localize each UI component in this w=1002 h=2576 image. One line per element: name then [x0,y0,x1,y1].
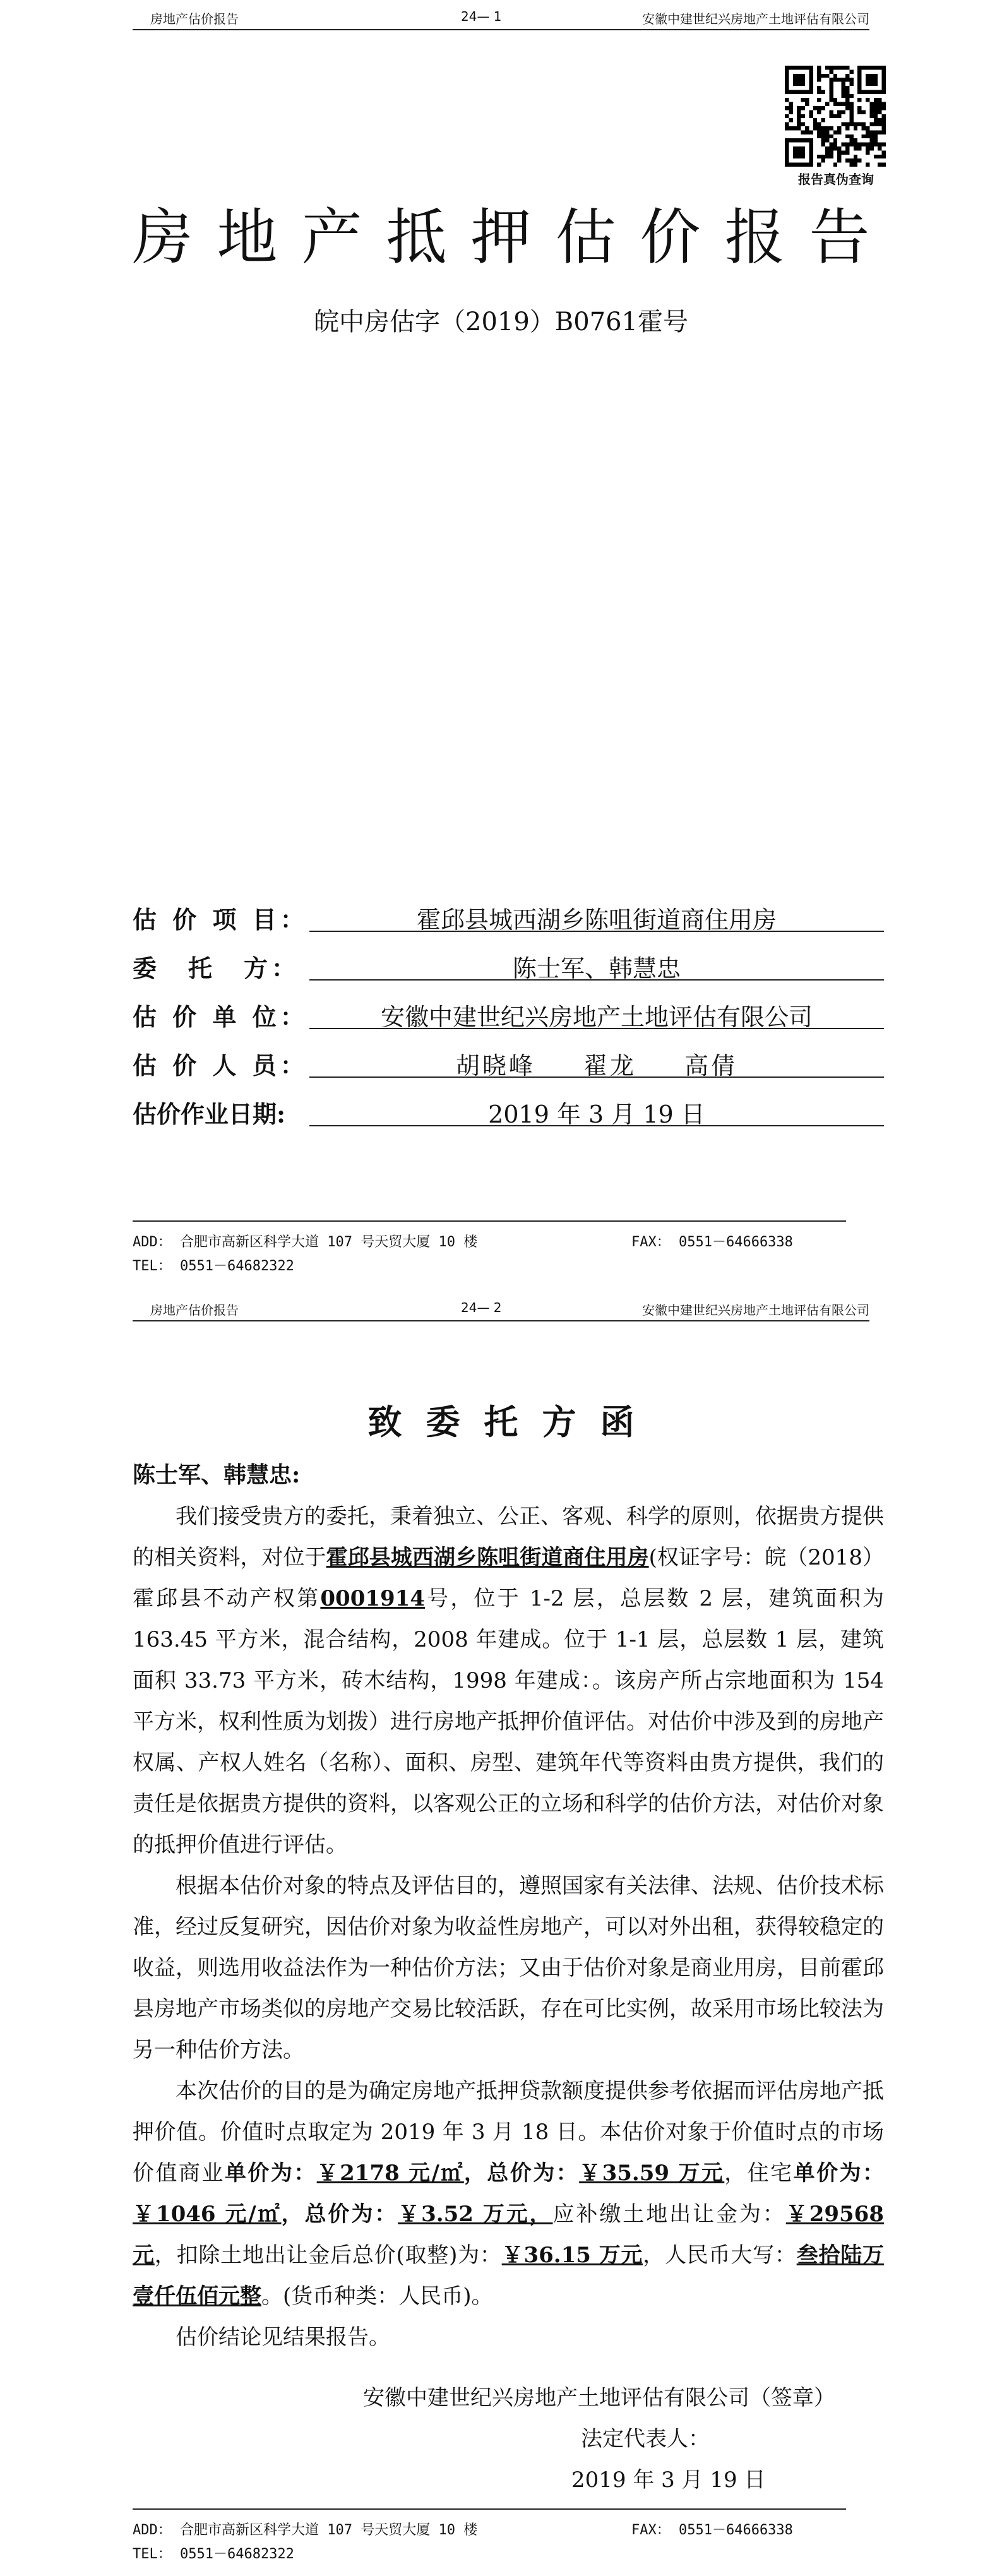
info-row-company [133,993,884,1030]
header-page-number: 24— 1 [461,9,502,24]
value-residential-unit-price: ￥1046 元/㎡ [133,2202,282,2227]
label-span: 单价为： [793,2161,885,2186]
value-commercial-total: ￥35.59 万元 [579,2161,725,2186]
label-span: ，总价为： [463,2161,580,2186]
letter-title: 致委托方函 [367,1402,659,1442]
info-value: 霍邱县城西湖乡陈咀街道商住用房 [309,900,884,932]
certificate-number: 0001914 [320,1586,425,1611]
report-title: 房地产抵押估价报告 [132,202,894,273]
letter-body [133,1496,884,2358]
info-label: 委 托 方： [133,954,300,982]
info-label: 估 价 人 员： [133,1051,308,1080]
value-net-total: ￥36.15 万元 [501,2243,643,2268]
header-page-number: 24— 2 [461,1300,502,1315]
footer-address: ADD： 合肥市高新区科学大道 107 号天贸大厦 10 楼 [133,2522,478,2538]
text-span: 应补缴土地出让金为： [552,2202,786,2227]
letter-page [0,1291,1002,2576]
label-span: 单价为： [224,2161,317,2186]
paragraph [133,1496,884,1866]
page-header [133,4,869,30]
info-label: 估 价 项 目： [133,905,308,934]
signature-representative: 法定代表人： [581,2426,710,2452]
info-label: 估价作业日期: [133,1100,286,1128]
property-location: 霍邱县城西湖乡陈咀街道商住用房 [326,1545,649,1570]
header-left-text: 房地产估价报告 [150,11,239,27]
report-number: 皖中房估字（2019）B0761霍号 [314,307,688,337]
text-span: ，扣除土地出让金后总价(取整)为： [154,2243,502,2268]
info-value: 陈士军、韩慧忠 [309,949,884,981]
footer-tel: TEL： 0551－64682322 [133,1258,294,1274]
text-span: ，住宅 [724,2161,794,2186]
info-row-client [133,944,884,982]
value-residential-total: ￥3.52 万元， [398,2202,553,2227]
signature-date: 2019 年 3 月 19 日 [571,2467,766,2493]
qr-caption: 报告真伪查询 [798,172,874,187]
info-row-date [133,1090,884,1128]
footer-divider [133,1220,846,1222]
value-land-fee: ￥29568 元 [133,2202,884,2268]
text-span: 号，位于 1-2 层，总层数 2 层，建筑面积为 163.45 平方米，混合结构，2008 年建成。位于 1-1 层，总层数 1 层，建筑面积 33.73 平方米，砖木结构，1998 年建成：。该房产所占宗地面积为 154 平方米，权利性质为划拨）进行房地产抵押价值评估。对估价中涉及到的房地产权属、产权人姓名（名称）、面积、房型、建筑年代等资料由贵方提供，我们的责任是依据贵方提供的资料，以客观公正的立场和科学的估价方法，对估价对象的抵押价值进行评估。 [133,1586,885,1857]
letter-addressee: 陈士军、韩慧忠: [133,1462,301,1488]
footer-divider [133,2508,846,2510]
footer-fax: FAX： 0551－64666338 [631,2522,793,2538]
qr-code-icon [785,66,886,167]
page-header [133,1295,869,1321]
text-span: ，人民币大写： [643,2243,797,2268]
header-company: 安徽中建世纪兴房地产土地评估有限公司 [642,1303,869,1318]
info-row-appraisers [133,1041,884,1079]
info-value: 安徽中建世纪兴房地产土地评估有限公司 [309,998,884,1029]
info-label: 估 价 单 位： [133,1003,308,1031]
paragraph [133,2071,884,2317]
text-span: (权证字号：皖（2018）霍邱县不动产权第 [133,1545,885,1611]
value-commercial-unit-price: ￥2178 元/㎡ [316,2161,464,2186]
text-span: 我们接受贵方的委托，秉着独立、公正、客观、科学的原则，依据贵方提供的相关资料，对位于 [133,1504,884,1570]
info-row-project [133,895,884,933]
footer-address: ADD： 合肥市高新区科学大道 107 号天贸大厦 10 楼 [133,1234,478,1250]
label-span: ，总价为： [281,2202,398,2227]
footer-fax: FAX： 0551－64666338 [631,1234,793,1250]
info-value: 胡晓峰 翟龙 高倩 [309,1046,884,1078]
text-span: 本次估价的目的是为确定房地产抵押贷款额度提供参考依据而评估房地产抵押价值。价值时点取定为 2019 年 3 月 18 日。本估价对象于价值时点的市场价值商业 [133,2078,884,2186]
paragraph: 估价结论见结果报告。 [176,2325,390,2350]
header-company: 安徽中建世纪兴房地产土地评估有限公司 [642,11,869,27]
value-total-in-words: 叁拾陆万壹仟伍佰元整 [133,2243,885,2309]
footer-tel: TEL： 0551－64682322 [133,2546,294,2562]
text-span: 。(货币种类：人民币)。 [261,2284,493,2309]
info-value: 2019 年 3 月 19 日 [309,1095,884,1126]
signature-company: 安徽中建世纪兴房地产土地评估有限公司（签章） [363,2385,835,2411]
header-left-text: 房地产估价报告 [150,1303,239,1318]
paragraph: 根据本估价对象的特点及评估目的，遵照国家有关法律、法规、估价技术标准，经过反复研究，因估价对象为收益性房地产，可以对外出租，获得较稳定的收益，则选用收益法作为一种估价方法；又由于估价对象是商业用房，目前霍邱县房地产市场类似的房地产交易比较活跃，存在可比实例，故采用市场比较法为另一种估价方法。 [133,1873,884,2063]
